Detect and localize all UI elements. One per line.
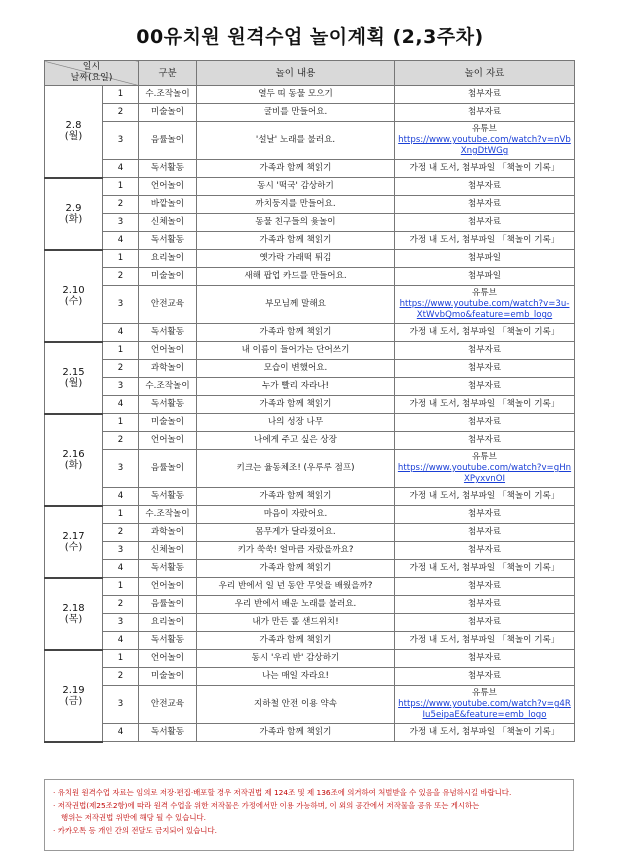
category-cell: 언어놀이 bbox=[139, 650, 197, 668]
category-cell: 언어놀이 bbox=[139, 578, 197, 596]
material-cell bbox=[395, 632, 575, 650]
material-cell bbox=[395, 160, 575, 178]
material-cell bbox=[395, 542, 575, 560]
table-row bbox=[45, 104, 575, 122]
content-cell: 굴비를 만들어요. bbox=[197, 104, 395, 122]
date-cell bbox=[45, 250, 103, 342]
material-cell bbox=[395, 232, 575, 250]
row-number: 4 bbox=[103, 632, 139, 650]
material-label: 첨부자료 bbox=[467, 617, 502, 627]
row-number: 2 bbox=[103, 268, 139, 286]
material-label: 첨부자료 bbox=[467, 417, 502, 427]
content-cell: 우리 반에서 일 년 동안 무엇을 배웠을까? bbox=[197, 578, 395, 596]
row-number: 3 bbox=[103, 214, 139, 232]
category-header: 구분 bbox=[139, 61, 197, 86]
content-cell: 몸무게가 달라졌어요. bbox=[197, 524, 395, 542]
weekday-label: (월) bbox=[64, 131, 83, 143]
table-row bbox=[45, 324, 575, 342]
page-title: 00유치원 원격수업 놀이계획 (2,3주차) bbox=[136, 26, 484, 48]
table-row bbox=[45, 578, 575, 596]
table-row bbox=[45, 560, 575, 578]
category-cell: 독서활동 bbox=[139, 232, 197, 250]
row-number: 1 bbox=[103, 86, 139, 104]
material-label: 첨부자료 bbox=[467, 599, 502, 609]
table-row bbox=[45, 542, 575, 560]
category-cell: 신체놀이 bbox=[139, 214, 197, 232]
category-cell: 안전교육 bbox=[139, 686, 197, 724]
notice-line: · 유치원 원격수업 자료는 임의로 저장·편집·배포할 경우 저작권법 제 124조 및 제 136조에 의거하여 처벌받을 수 있음을 유념하시길 바랍니다. bbox=[53, 788, 512, 797]
category-cell: 음률놀이 bbox=[139, 122, 197, 160]
material-cell bbox=[395, 724, 575, 742]
category-cell: 음률놀이 bbox=[139, 596, 197, 614]
row-number: 4 bbox=[103, 160, 139, 178]
table-row bbox=[45, 360, 575, 378]
row-number: 1 bbox=[103, 250, 139, 268]
table-row bbox=[45, 614, 575, 632]
content-cell: '설날' 노래를 불러요. bbox=[197, 122, 395, 160]
row-number: 1 bbox=[103, 342, 139, 360]
material-cell bbox=[395, 104, 575, 122]
date-label: 2.8 bbox=[65, 120, 82, 132]
play-plan-table bbox=[44, 60, 575, 743]
youtube-link[interactable]: https://www.youtube.com/watch?v=gHnXPyxvnOI bbox=[397, 463, 572, 484]
weekday-label: (수) bbox=[64, 541, 83, 553]
date-label: 2.18 bbox=[62, 602, 85, 614]
material-label: 첨부자료 bbox=[467, 581, 502, 591]
material-cell bbox=[395, 286, 575, 324]
table-row bbox=[45, 286, 575, 324]
content-cell: 모습이 변했어요. bbox=[197, 360, 395, 378]
table-row bbox=[45, 488, 575, 506]
material-label: 첨부자료 bbox=[467, 181, 502, 191]
category-cell: 미술놀이 bbox=[139, 668, 197, 686]
date-label: 2.10 bbox=[62, 284, 85, 296]
row-number: 4 bbox=[103, 560, 139, 578]
category-cell: 과학놀이 bbox=[139, 360, 197, 378]
table-row bbox=[45, 396, 575, 414]
material-label: 가정 내 도서, 첨부파일 「책놀이 기록」 bbox=[409, 235, 560, 245]
material-cell bbox=[395, 196, 575, 214]
material-label: 가정 내 도서, 첨부파일 「책놀이 기록」 bbox=[409, 327, 560, 337]
content-cell: 가족과 함께 책읽기 bbox=[197, 632, 395, 650]
material-cell bbox=[395, 86, 575, 104]
content-cell: 가족과 함께 책읽기 bbox=[197, 560, 395, 578]
material-cell bbox=[395, 668, 575, 686]
category-cell: 안전교육 bbox=[139, 286, 197, 324]
row-number: 2 bbox=[103, 104, 139, 122]
material-label: 가정 내 도서, 첨부파일 「책놀이 기록」 bbox=[409, 635, 560, 645]
material-cell bbox=[395, 686, 575, 724]
category-cell: 수.조작놀이 bbox=[139, 86, 197, 104]
notice-line: 행위는 저작권법 위반에 해당 될 수 있습니다. bbox=[61, 813, 206, 822]
material-label: 첨부자료 bbox=[467, 509, 502, 519]
material-cell bbox=[395, 596, 575, 614]
date-label: 2.19 bbox=[62, 684, 85, 696]
row-number: 3 bbox=[103, 378, 139, 396]
date-cell bbox=[45, 178, 103, 250]
table-row bbox=[45, 632, 575, 650]
date-header-bottom: 날짜(요일) bbox=[70, 73, 113, 83]
row-number: 1 bbox=[103, 506, 139, 524]
content-cell: 가족과 함께 책읽기 bbox=[197, 324, 395, 342]
category-cell: 독서활동 bbox=[139, 560, 197, 578]
category-cell: 언어놀이 bbox=[139, 178, 197, 196]
material-label: 첨부자료 bbox=[467, 89, 502, 99]
content-cell: 우리 반에서 배운 노래를 불러요. bbox=[197, 596, 395, 614]
weekday-label: (화) bbox=[64, 459, 83, 471]
content-cell: 가족과 함께 책읽기 bbox=[197, 232, 395, 250]
notice-line: · 카카오톡 등 개인 간의 전달도 금지되어 있습니다. bbox=[53, 825, 217, 835]
date-cell bbox=[45, 86, 103, 178]
category-cell: 독서활동 bbox=[139, 160, 197, 178]
content-cell: 지하철 안전 이용 약속 bbox=[197, 686, 395, 724]
date-label: 2.15 bbox=[62, 366, 85, 378]
table-row bbox=[45, 668, 575, 686]
date-cell bbox=[45, 414, 103, 506]
category-cell: 독서활동 bbox=[139, 724, 197, 742]
material-cell bbox=[395, 268, 575, 286]
content-cell: 부모님께 말해요 bbox=[197, 286, 395, 324]
content-cell: 동물 친구들의 윷놀이 bbox=[197, 214, 395, 232]
material-label: 가정 내 도서, 첨부파일 「책놀이 기록」 bbox=[409, 491, 560, 501]
table-row bbox=[45, 596, 575, 614]
content-cell: 까치둥지를 만들어요. bbox=[197, 196, 395, 214]
material-label: 첨부자료 bbox=[467, 527, 502, 537]
table-row bbox=[45, 724, 575, 742]
plan-body bbox=[45, 86, 575, 742]
weekday-label: (수) bbox=[64, 295, 83, 307]
row-number: 1 bbox=[103, 178, 139, 196]
material-label: 가정 내 도서, 첨부파일 「책놀이 기록」 bbox=[409, 727, 560, 737]
content-cell: 가족과 함께 책읽기 bbox=[197, 488, 395, 506]
content-cell: 가족과 함께 책읽기 bbox=[197, 396, 395, 414]
category-cell: 독서활동 bbox=[139, 632, 197, 650]
category-cell: 독서활동 bbox=[139, 396, 197, 414]
material-label: 첨부파일 bbox=[467, 253, 502, 263]
youtube-link[interactable]: https://www.youtube.com/watch?v=3u-XtWvbQmo&feature=emb_logo bbox=[399, 299, 570, 320]
material-cell bbox=[395, 324, 575, 342]
content-cell: 키가 쑥쑥! 얼마큼 자랐을까요? bbox=[197, 542, 395, 560]
copyright-notice bbox=[44, 779, 574, 851]
weekday-label: (월) bbox=[64, 377, 83, 389]
youtube-link[interactable]: https://www.youtube.com/watch?v=nVbXngDtWGg bbox=[398, 135, 571, 156]
row-number: 2 bbox=[103, 668, 139, 686]
row-number: 3 bbox=[103, 686, 139, 724]
material-label: 첨부자료 bbox=[467, 653, 502, 663]
category-cell: 수.조작놀이 bbox=[139, 506, 197, 524]
material-cell bbox=[395, 178, 575, 196]
content-cell: 동시 '떡국' 감상하기 bbox=[197, 178, 395, 196]
material-cell bbox=[395, 614, 575, 632]
table-row bbox=[45, 86, 575, 104]
table-row bbox=[45, 524, 575, 542]
date-cell bbox=[45, 342, 103, 414]
table-row bbox=[45, 414, 575, 432]
row-number: 4 bbox=[103, 724, 139, 742]
category-cell: 독서활동 bbox=[139, 488, 197, 506]
category-cell: 요리놀이 bbox=[139, 614, 197, 632]
row-number: 3 bbox=[103, 286, 139, 324]
content-cell: 마음이 자랐어요. bbox=[197, 506, 395, 524]
table-row bbox=[45, 450, 575, 488]
material-cell bbox=[395, 214, 575, 232]
content-cell: 키크는 율동체조! (우루루 점프) bbox=[197, 450, 395, 488]
category-cell: 미술놀이 bbox=[139, 268, 197, 286]
row-number: 2 bbox=[103, 360, 139, 378]
date-header-top: 일시 bbox=[82, 62, 101, 72]
row-number: 3 bbox=[103, 122, 139, 160]
table-row bbox=[45, 122, 575, 160]
row-number: 3 bbox=[103, 614, 139, 632]
material-label: 첨부파일 bbox=[467, 271, 502, 281]
row-number: 4 bbox=[103, 396, 139, 414]
content-header: 놀이 내용 bbox=[197, 61, 395, 86]
row-number: 1 bbox=[103, 650, 139, 668]
row-number: 2 bbox=[103, 196, 139, 214]
table-row bbox=[45, 232, 575, 250]
content-cell: 열두 띠 동물 모으기 bbox=[197, 86, 395, 104]
table-row bbox=[45, 250, 575, 268]
material-label: 유튜브 bbox=[472, 688, 497, 698]
content-cell: 새해 팝업 카드를 만들어요. bbox=[197, 268, 395, 286]
row-number: 4 bbox=[103, 324, 139, 342]
table-row bbox=[45, 268, 575, 286]
category-cell: 신체놀이 bbox=[139, 542, 197, 560]
material-label: 첨부자료 bbox=[467, 217, 502, 227]
category-cell: 독서활동 bbox=[139, 324, 197, 342]
material-label: 첨부자료 bbox=[467, 671, 502, 681]
table-row bbox=[45, 178, 575, 196]
weekday-label: (금) bbox=[64, 695, 83, 707]
material-cell bbox=[395, 250, 575, 268]
material-cell bbox=[395, 378, 575, 396]
material-cell bbox=[395, 450, 575, 488]
material-label: 가정 내 도서, 첨부파일 「책놀이 기록」 bbox=[409, 399, 560, 409]
date-header bbox=[45, 61, 139, 86]
content-cell: 나는 매일 자라요! bbox=[197, 668, 395, 686]
date-cell bbox=[45, 506, 103, 578]
material-cell bbox=[395, 578, 575, 596]
material-label: 첨부자료 bbox=[467, 199, 502, 209]
date-cell bbox=[45, 578, 103, 650]
material-cell bbox=[395, 414, 575, 432]
date-cell bbox=[45, 650, 103, 742]
table-row bbox=[45, 214, 575, 232]
row-number: 2 bbox=[103, 524, 139, 542]
category-cell: 언어놀이 bbox=[139, 432, 197, 450]
material-label: 첨부자료 bbox=[467, 545, 502, 555]
youtube-link[interactable]: https://www.youtube.com/watch?v=g4RIu5eipaE&feature=emb_logo bbox=[398, 699, 571, 720]
category-cell: 미술놀이 bbox=[139, 104, 197, 122]
material-label: 첨부자료 bbox=[467, 435, 502, 445]
category-cell: 바깥놀이 bbox=[139, 196, 197, 214]
material-cell bbox=[395, 342, 575, 360]
row-number: 1 bbox=[103, 414, 139, 432]
content-cell: 내 이름이 들어가는 단어쓰기 bbox=[197, 342, 395, 360]
material-header: 놀이 자료 bbox=[395, 61, 575, 86]
material-cell bbox=[395, 360, 575, 378]
content-cell: 누가 빨리 자라나! bbox=[197, 378, 395, 396]
content-cell: 나의 성장 나무 bbox=[197, 414, 395, 432]
material-cell bbox=[395, 650, 575, 668]
material-label: 유튜브 bbox=[472, 124, 497, 134]
row-number: 3 bbox=[103, 542, 139, 560]
content-cell: 가족과 함께 책읽기 bbox=[197, 160, 395, 178]
material-cell bbox=[395, 432, 575, 450]
row-number: 4 bbox=[103, 232, 139, 250]
material-cell bbox=[395, 396, 575, 414]
table-row bbox=[45, 650, 575, 668]
category-cell: 음률놀이 bbox=[139, 450, 197, 488]
row-number: 4 bbox=[103, 488, 139, 506]
table-row bbox=[45, 160, 575, 178]
material-label: 유튜브 bbox=[472, 452, 497, 462]
material-label: 가정 내 도서, 첨부파일 「책놀이 기록」 bbox=[409, 563, 560, 573]
weekday-label: (목) bbox=[64, 613, 83, 625]
row-number: 2 bbox=[103, 596, 139, 614]
row-number: 1 bbox=[103, 578, 139, 596]
category-cell: 언어놀이 bbox=[139, 342, 197, 360]
weekday-label: (화) bbox=[64, 213, 83, 225]
material-label: 첨부자료 bbox=[467, 381, 502, 391]
date-label: 2.9 bbox=[65, 202, 82, 214]
material-label: 가정 내 도서, 첨부파일 「책놀이 기록」 bbox=[409, 163, 560, 173]
date-label: 2.17 bbox=[62, 530, 85, 542]
content-cell: 옛가락 가래떡 튀김 bbox=[197, 250, 395, 268]
material-cell bbox=[395, 122, 575, 160]
material-label: 첨부자료 bbox=[467, 107, 502, 117]
table-row bbox=[45, 196, 575, 214]
date-label: 2.16 bbox=[62, 448, 85, 460]
material-label: 첨부자료 bbox=[467, 345, 502, 355]
content-cell: 동시 '우리 반' 감상하기 bbox=[197, 650, 395, 668]
row-number: 2 bbox=[103, 432, 139, 450]
notice-line: · 저작권법(제25조2항)에 따라 원격 수업을 위한 저작물은 가정에서만 이용 가능하며, 이 외의 공간에서 저작물을 공유 또는 게시하는 bbox=[53, 800, 480, 810]
table-row bbox=[45, 378, 575, 396]
material-cell bbox=[395, 488, 575, 506]
row-number: 3 bbox=[103, 450, 139, 488]
material-cell bbox=[395, 506, 575, 524]
material-cell bbox=[395, 524, 575, 542]
content-cell: 가족과 함께 책읽기 bbox=[197, 724, 395, 742]
table-row bbox=[45, 686, 575, 724]
category-cell: 과학놀이 bbox=[139, 524, 197, 542]
table-row bbox=[45, 432, 575, 450]
category-cell: 미술놀이 bbox=[139, 414, 197, 432]
material-label: 유튜브 bbox=[472, 288, 497, 298]
table-row bbox=[45, 506, 575, 524]
table-row bbox=[45, 342, 575, 360]
content-cell: 나에게 주고 싶은 상장 bbox=[197, 432, 395, 450]
category-cell: 요리놀이 bbox=[139, 250, 197, 268]
content-cell: 내가 만든 롤 샌드위치! bbox=[197, 614, 395, 632]
category-cell: 수.조작놀이 bbox=[139, 378, 197, 396]
material-cell bbox=[395, 560, 575, 578]
material-label: 첨부자료 bbox=[467, 363, 502, 373]
